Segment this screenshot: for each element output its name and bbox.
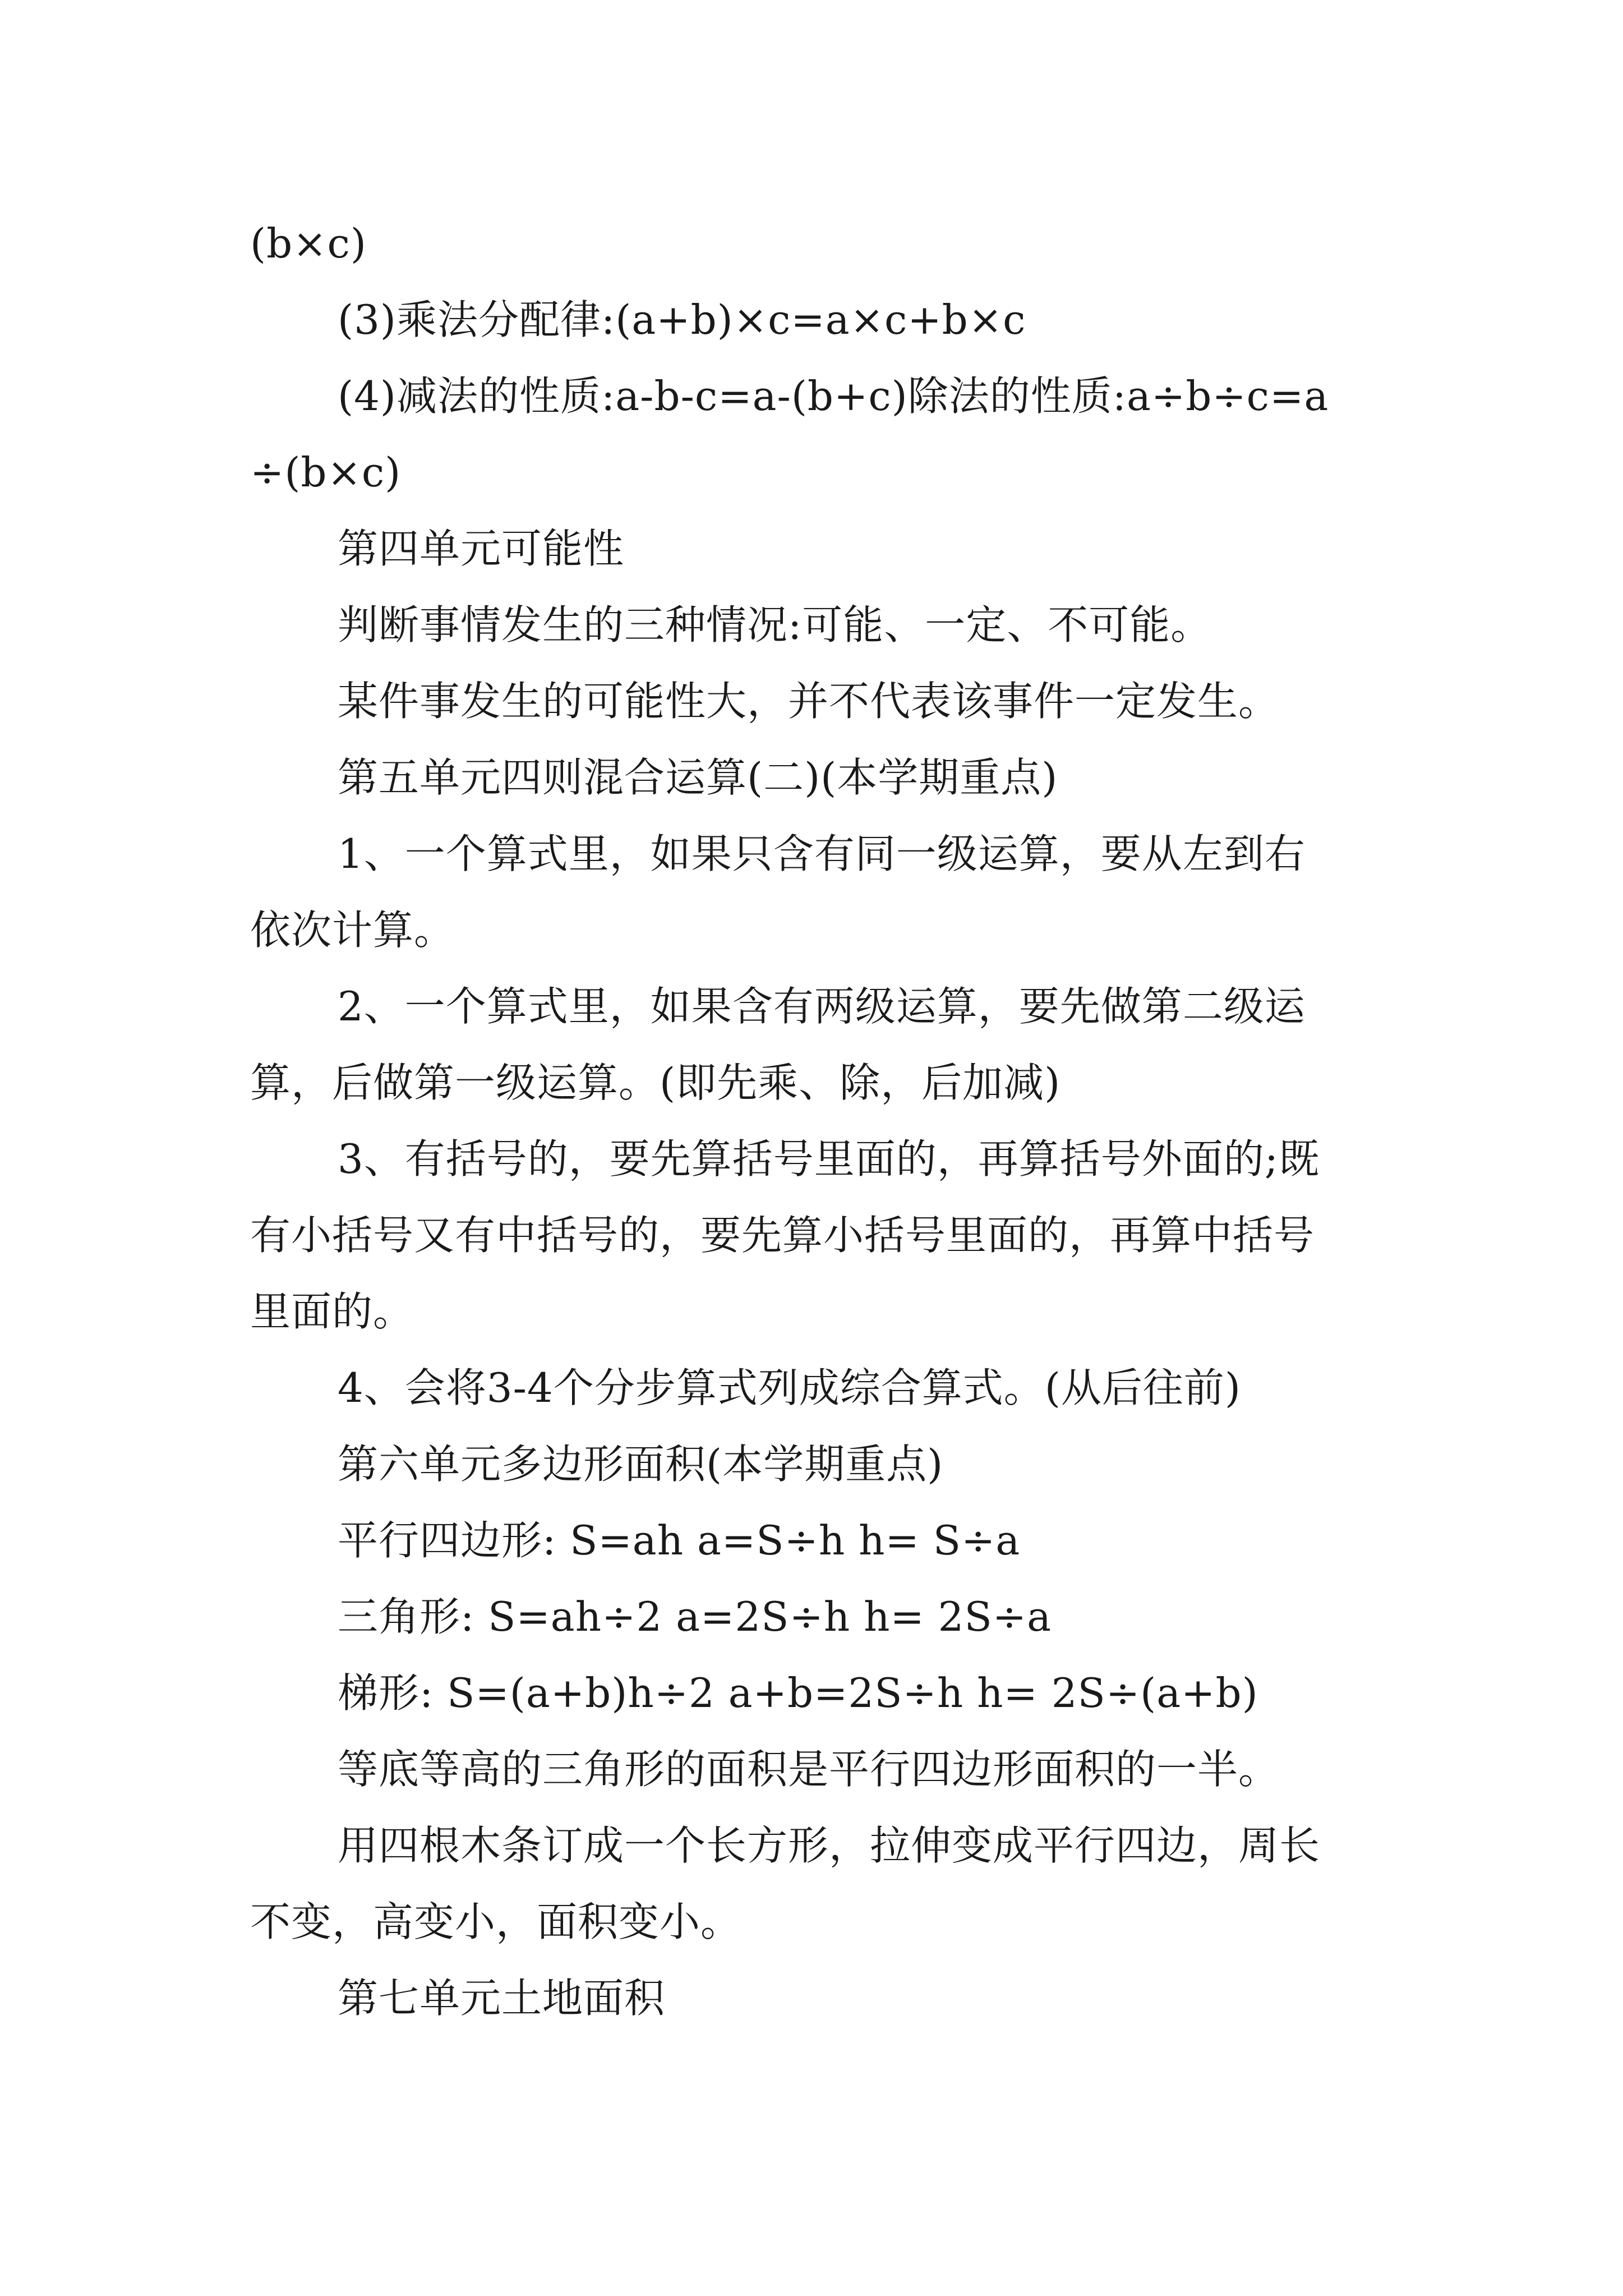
text-line-trapezoid-formula: 梯形: S=(a+b)h÷2 a+b=2S÷h h= 2S÷(a+b): [338, 1669, 1258, 1717]
section-heading-unit7: 第七单元土地面积: [338, 1975, 666, 2022]
text-line-division-cont: ÷(b×c): [250, 449, 402, 496]
text-line-probability-note: 某件事发生的可能性大，并不代表该事件一定发生。: [338, 678, 1280, 725]
text-line-formula-cont: (b×c): [250, 220, 367, 267]
text-line-three-cases: 判断事情发生的三种情况:可能、一定、不可能。: [338, 601, 1212, 648]
text-line-rule1-cont: 依次计算。: [250, 907, 455, 954]
text-line-rule2-cont: 算，后做第一级运算。(即先乘、除，后加减): [250, 1059, 1061, 1106]
text-line-rule1: 1、一个算式里，如果只含有同一级运算，要从左到右: [338, 830, 1306, 877]
text-line-wood-strips-cont: 不变，高变小，面积变小。: [250, 1898, 742, 1945]
section-heading-unit4: 第四单元可能性: [338, 525, 625, 572]
text-line-rule3: 3、有括号的，要先算括号里面的，再算括号外面的;既: [338, 1135, 1320, 1182]
section-heading-unit5: 第五单元四则混合运算(二)(本学期重点): [338, 754, 1058, 801]
section-heading-unit6: 第六单元多边形面积(本学期重点): [338, 1441, 944, 1488]
text-line-triangle-half-note: 等底等高的三角形的面积是平行四边形面积的一半。: [338, 1746, 1280, 1793]
text-line-subtraction-division-properties: (4)减法的性质:a-b-c=a-(b+c)除法的性质:a÷b÷c=a: [338, 372, 1329, 420]
text-line-parallelogram-formula: 平行四边形: S=ah a=S÷h h= S÷a: [338, 1517, 1021, 1564]
text-line-wood-strips: 用四根木条订成一个长方形，拉伸变成平行四边，周长: [338, 1822, 1321, 1869]
text-line-rule3-cont: 有小括号又有中括号的，要先算小括号里面的，再算中括号: [250, 1212, 1315, 1259]
text-line-rule4: 4、会将3-4个分步算式列成综合算式。(从后往前): [338, 1364, 1241, 1411]
text-line-distributive-law: (3)乘法分配律:(a+b)×c=a×c+b×c: [338, 296, 1026, 343]
text-line-rule2: 2、一个算式里，如果含有两级运算，要先做第二级运: [338, 983, 1306, 1030]
text-line-triangle-formula: 三角形: S=ah÷2 a=2S÷h h= 2S÷a: [338, 1593, 1052, 1640]
text-line-rule3-end: 里面的。: [250, 1288, 414, 1335]
